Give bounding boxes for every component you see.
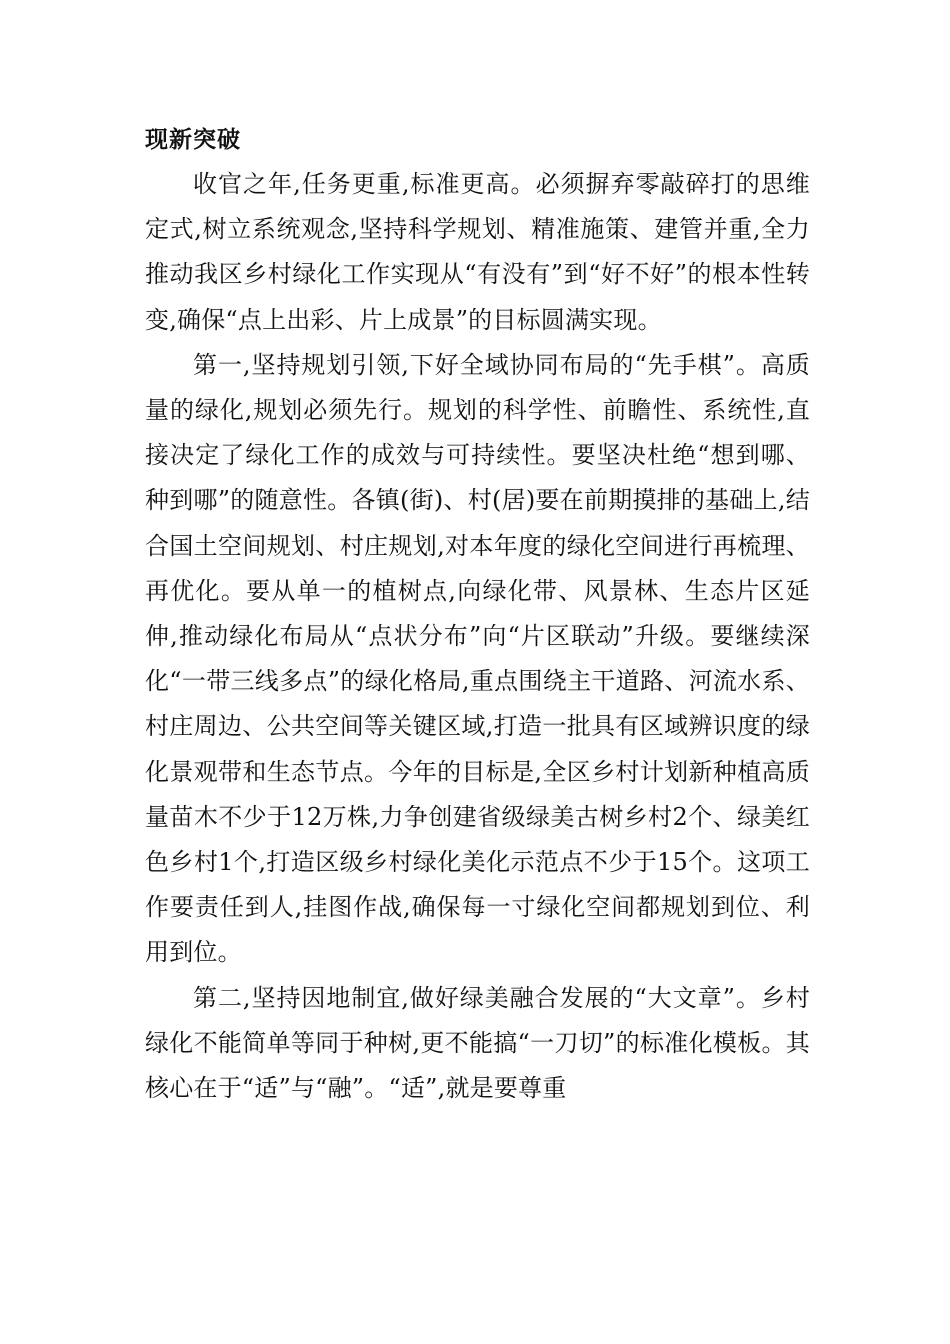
paragraph-integration: 第二,坚持因地制宜,做好绿美融合发展的“大文章”。乡村绿化不能简单等同于种树,更不能搞“一刀切”的标准化模板。其核心在于“适”与“融”。“适”,就是要尊重: [145, 983, 810, 1103]
section-heading: 现新突破: [145, 127, 241, 153]
paragraph-intro: 收官之年,任务更重,标准更高。必须摒弃零敲碎打的思维定式,树立系统观念,坚持科学规划、精准施策、建管并重,全力推动我区乡村绿化工作实现从“有没有”到“好不好”的根本性转变,确保“点上出彩、片上成景”的目标圆满实现。: [145, 170, 810, 334]
paragraph-planning: 第一,坚持规划引领,下好全域协同布局的“先手棋”。高质量的绿化,规划必须先行。规划的科学性、前瞻性、系统性,直接决定了绿化工作的成效与可持续性。要坚决杜绝“想到哪、种到哪”的随意性。各镇(街)、村(居)要在前期摸排的基础上,结合国土空间规划、村庄规划,对本年度的绿化空间进行再梳理、再优化。要从单一的植树点,向绿化带、风景林、生态片区延伸,推动绿化布局从“点状分布”向“片区联动”升级。要继续深化“一带三线多点”的绿化格局,重点围绕主干道路、河流水系、村庄周边、公共空间等关键区域,打造一批具有区域辨识度的绿化景观带和生态节点。今年的目标是,全区乡村计划新种植高质量苗木不少于12万株,力争创建省级绿美古树乡村2个、绿美红色乡村1个,打造区级乡村绿化美化示范点不少于15个。这项工作要责任到人,挂图作战,确保每一寸绿化空间都规划到位、利用到位。: [145, 350, 810, 967]
document-body: [145, 118, 810, 1111]
